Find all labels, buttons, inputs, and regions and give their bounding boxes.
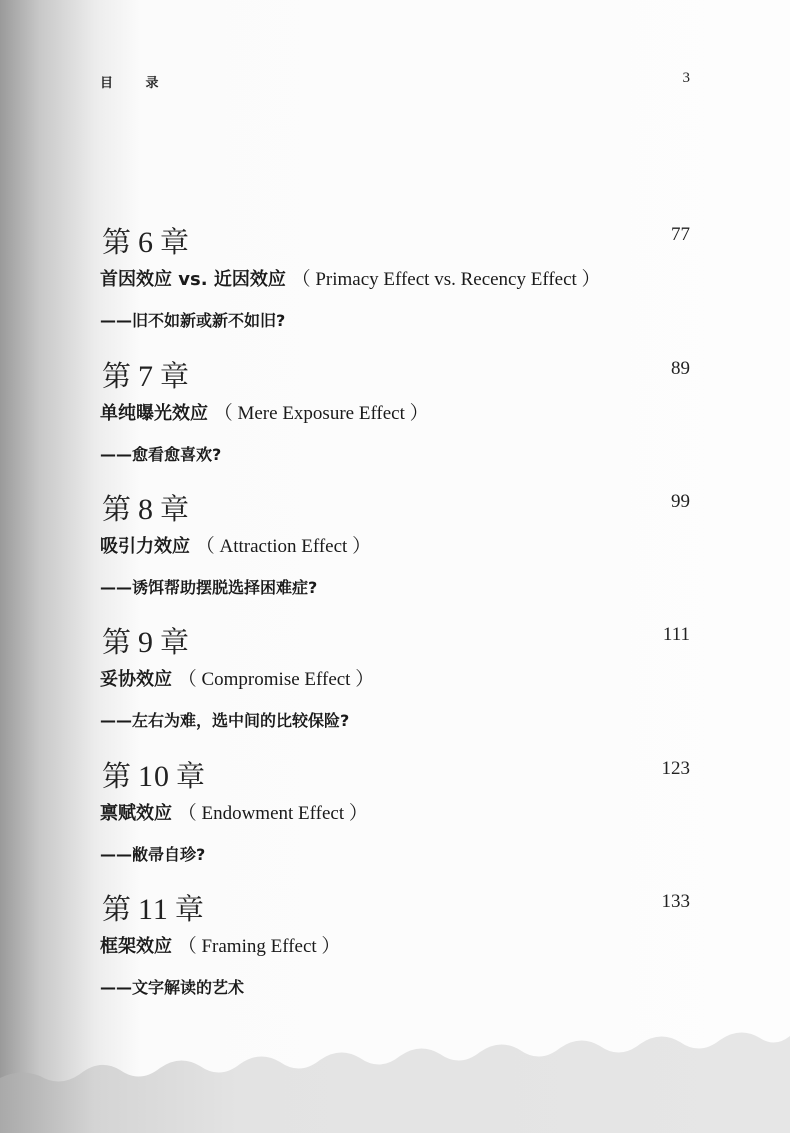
toc-entry[interactable] bbox=[100, 620, 690, 750]
chapter-number: 10 bbox=[138, 760, 171, 793]
chapter-heading: 第 9 章 bbox=[102, 626, 191, 659]
chapter-subtitle: ——旧不如新或新不如旧? bbox=[100, 311, 286, 330]
chapter-number: 7 bbox=[138, 360, 155, 393]
wavy-page-edge-decoration bbox=[0, 1010, 790, 1133]
chapter-title: 单纯曝光效应 （ Mere Exposure Effect ） bbox=[100, 403, 429, 424]
chapter-subtitle: ——诱饵帮助摆脱选择困难症? bbox=[100, 578, 318, 597]
chapter-title: 禀赋效应 （ Endowment Effect ） bbox=[100, 803, 368, 824]
running-header-section: 目 录 bbox=[100, 76, 173, 91]
page-number: 133 bbox=[661, 891, 690, 912]
toc-entry[interactable] bbox=[100, 487, 690, 617]
chapter-title: 首因效应 vs. 近因效应 （ Primacy Effect vs. Recency Effect ） bbox=[100, 269, 601, 290]
chapter-number: 9 bbox=[138, 626, 155, 659]
chapter-title: 吸引力效应 （ Attraction Effect ） bbox=[100, 536, 372, 557]
page-number: 89 bbox=[671, 358, 690, 379]
chapter-heading: 第 7 章 bbox=[102, 360, 191, 393]
chapter-heading: 第 8 章 bbox=[102, 493, 191, 526]
toc-entry[interactable] bbox=[100, 887, 690, 1017]
chapter-subtitle: ——左右为难，选中间的比较保险? bbox=[100, 711, 350, 730]
chapter-subtitle: ——敝帚自珍? bbox=[100, 845, 206, 864]
chapter-heading: 第 6 章 bbox=[102, 226, 191, 259]
page-number: 77 bbox=[671, 224, 690, 245]
toc-entry[interactable] bbox=[100, 354, 690, 484]
chapter-number: 6 bbox=[138, 226, 155, 259]
page-number: 111 bbox=[662, 624, 690, 645]
chapter-title: 妥协效应 （ Compromise Effect ） bbox=[100, 669, 375, 690]
chapter-heading: 第 11 章 bbox=[102, 893, 205, 926]
page-number: 99 bbox=[671, 491, 690, 512]
chapter-subtitle: ——文字解读的艺术 bbox=[100, 978, 245, 997]
chapter-number: 8 bbox=[138, 493, 155, 526]
chapter-heading: 第 10 章 bbox=[102, 760, 207, 793]
chapter-title: 框架效应 （ Framing Effect ） bbox=[100, 936, 341, 957]
toc-entry[interactable] bbox=[100, 220, 690, 350]
running-header-page-number: 3 bbox=[682, 70, 690, 86]
chapter-subtitle: ——愈看愈喜欢? bbox=[100, 445, 222, 464]
toc-entry[interactable] bbox=[100, 754, 690, 884]
chapter-number: 11 bbox=[138, 893, 169, 926]
page-number: 123 bbox=[661, 758, 690, 779]
